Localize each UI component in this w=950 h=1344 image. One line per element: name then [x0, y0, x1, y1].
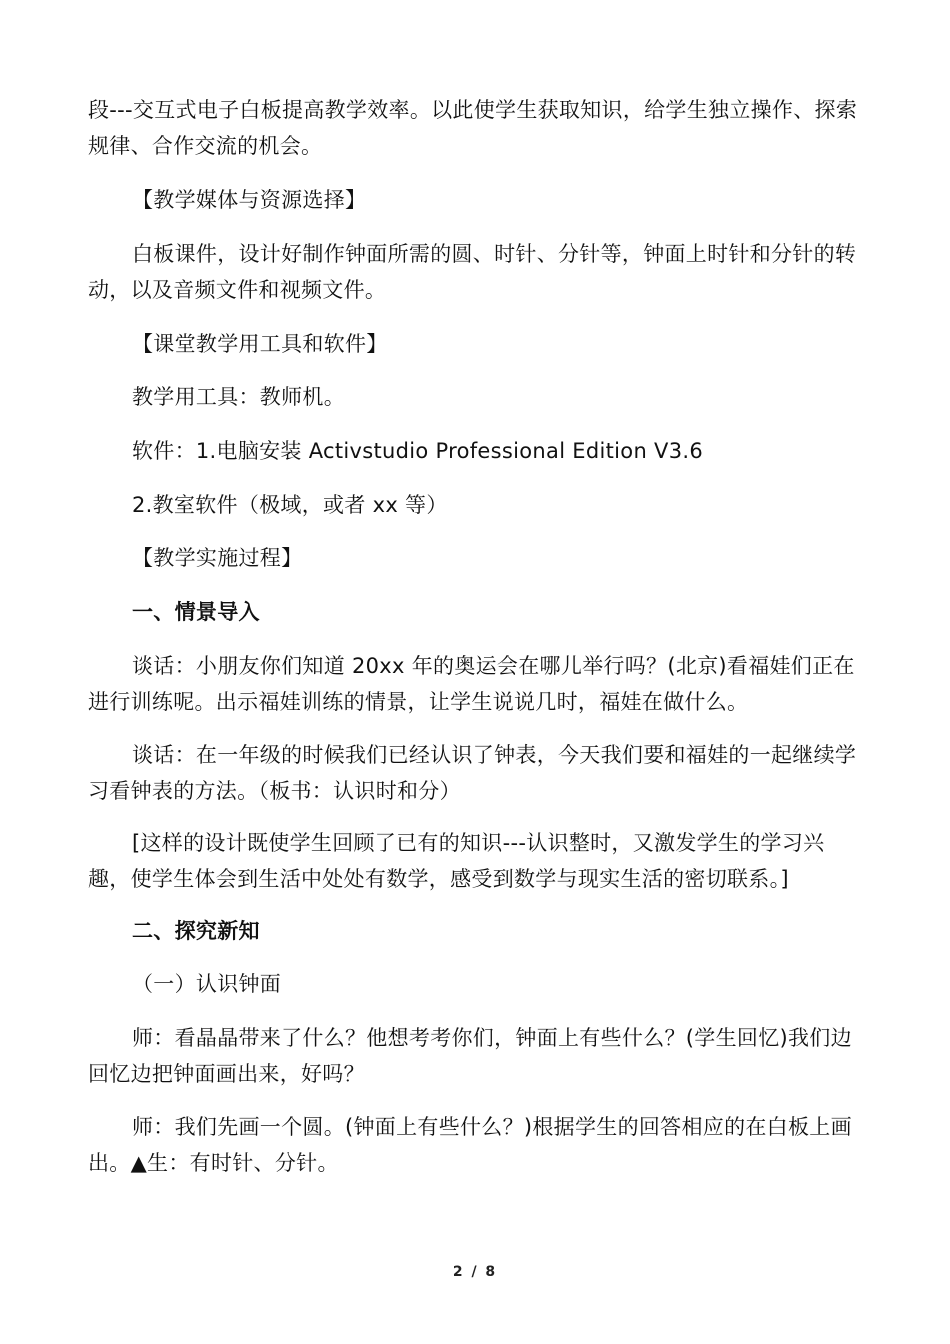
section-title-explore: 二、探究新知	[132, 919, 260, 943]
paragraph-talk-2: 谈话：在一年级的时候我们已经认识了钟表，今天我们要和福娃的一起继续学习看钟表的方法。（板书：认识时和分）	[88, 743, 857, 803]
paragraph-talk-1: 谈话：小朋友你们知道 20xx 年的奥运会在哪儿举行吗？(北京)看福娃们正在进行训练呢。出示福娃训练的情景，让学生说说几时，福娃在做什么。	[88, 654, 855, 714]
paragraph-intro: 段---交互式电子白板提高教学效率。以此使学生获取知识，给学生独立操作、探索规律、合作交流的机会。	[88, 98, 858, 158]
paragraph-media: 白板课件，设计好制作钟面所需的圆、时针、分针等，钟面上时针和分针的转动，以及音频文件和视频文件。	[88, 242, 857, 302]
paragraph-teacher-2: 师：我们先画一个圆。(钟面上有些什么？)根据学生的回答相应的在白板上画出。▲生：有时针、分针。	[88, 1115, 852, 1175]
subsection-clock-face: （一）认识钟面	[132, 972, 282, 996]
section-heading-process: 【教学实施过程】	[132, 546, 303, 570]
paragraph-software-2: 2.教室软件（极域，或者 xx 等）	[132, 493, 448, 517]
section-title-intro: 一、情景导入	[132, 600, 260, 624]
page-number: 2 / 8	[452, 1264, 498, 1280]
paragraph-software-1: 软件：1.电脑安装 Activstudio Professional Edition V3.6	[132, 439, 703, 463]
paragraph-tools: 教学用工具：教师机。	[132, 385, 345, 409]
paragraph-teacher-1: 师：看晶晶带来了什么？他想考考你们，钟面上有些什么？(学生回忆)我们边回忆边把钟面画出来，好吗？	[88, 1026, 852, 1086]
section-heading-media: 【教学媒体与资源选择】	[132, 188, 367, 212]
section-heading-tools: 【课堂教学用工具和软件】	[132, 332, 388, 356]
paragraph-design-note: [这样的设计既使学生回顾了已有的知识---认识整时，又激发学生的学习兴趣，使学生体会到生活中处处有数学，感受到数学与现实生活的密切联系。]	[88, 831, 825, 891]
